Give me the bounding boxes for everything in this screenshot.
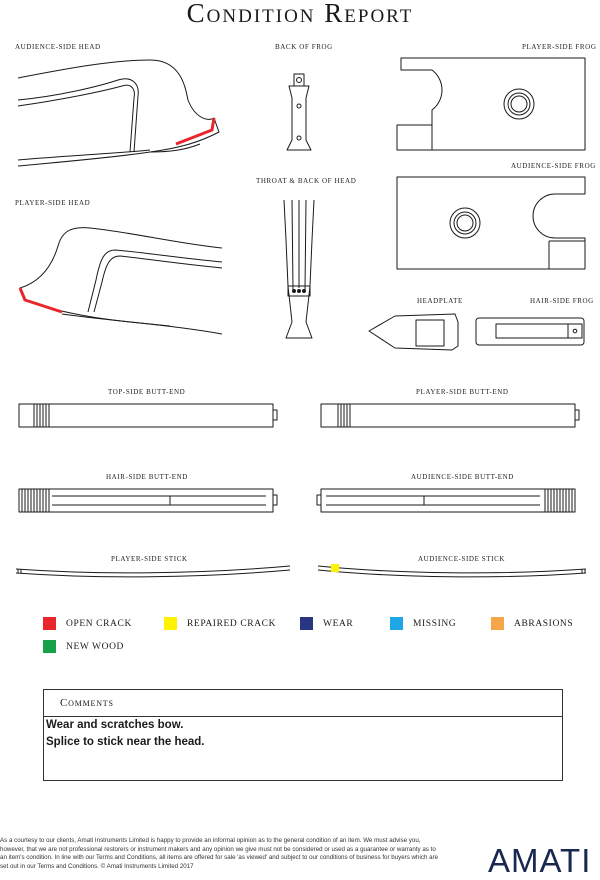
legend-swatch [491,617,504,630]
legend-swatch [43,640,56,653]
legend-label: MISSING [413,618,457,629]
legend-item-repaired-crack [164,617,276,630]
label-audience-side-head: AUDIENCE-SIDE HEAD [15,43,101,51]
disclaimer-text: As a courtesy to our clients, Amati Instruments Limited is happy to provide an informal opinion as to the general condition of an item. We must advise you, however, that we are not professional restorers or instrument makers and any opinion we give must not be considered or used as a guarantee or warranty as to an item's condition. In line with our Terms and Conditions, all items are offered for sale 'as viewed' and subject to our conditions of business for buyers which are set out in our Terms and Conditions. © Amati Instruments Limited 2017 [0,837,439,870]
back-of-frog-drawing [287,74,311,150]
legend-swatch [390,617,403,630]
hair-side-butt-end-drawing [19,489,277,512]
label-audience-side-frog: AUDIENCE-SIDE FROG [511,162,596,170]
audience-side-frog-drawing [397,177,585,269]
label-throat-back-of-head: THROAT & BACK OF HEAD [256,177,357,185]
legend-swatch [43,617,56,630]
audience-side-butt-end-drawing [317,489,575,512]
audience-side-head-drawing [18,60,219,166]
label-hair-side-butt-end: HAIR-SIDE BUTT-END [106,473,188,481]
label-player-side-butt-end: PLAYER-SIDE BUTT-END [416,388,509,396]
comment-line: Wear and scratches bow. [46,719,184,731]
amati-logo: AMATI [488,842,592,879]
audience-side-stick-drawing [318,564,586,577]
legend-label: ABRASIONS [514,618,574,629]
label-top-side-butt-end: TOP-SIDE BUTT-END [108,388,186,396]
label-audience-side-butt-end: AUDIENCE-SIDE BUTT-END [411,473,514,481]
label-back-of-frog: BACK OF FROG [275,43,333,51]
legend-item-wear [300,617,353,630]
legend-label: REPAIRED CRACK [187,618,277,629]
player-side-butt-end-drawing [321,404,579,427]
comments-heading: Comments [44,690,562,717]
page-title: Condition Report [186,0,414,28]
label-audience-side-stick: AUDIENCE-SIDE STICK [418,555,506,563]
label-player-side-stick: PLAYER-SIDE STICK [111,555,188,563]
legend-item-open-crack [43,617,132,630]
player-side-stick-drawing [16,566,290,577]
legend-swatch [164,617,177,630]
legend-item-new-wood [43,640,124,653]
legend-swatch [300,617,313,630]
hair-side-frog-drawing [476,318,584,345]
player-side-frog-drawing [397,58,585,150]
comments-box [43,689,563,781]
legend-label: WEAR [323,618,354,629]
top-side-butt-end-drawing [19,404,277,427]
legend-item-missing [390,617,456,630]
throat-back-of-head-drawing [284,200,314,338]
legend-item-abrasions [491,617,573,630]
label-player-side-head: PLAYER-SIDE HEAD [15,199,91,207]
label-player-side-frog: PLAYER-SIDE FROG [522,43,597,51]
legend-label: NEW WOOD [66,641,125,652]
headplate-drawing [369,314,458,350]
label-hair-side-frog: HAIR-SIDE FROG [530,297,594,305]
comment-line: Splice to stick near the head. [46,736,205,748]
legend-label: OPEN CRACK [66,618,132,629]
player-side-head-drawing [20,228,222,334]
label-headplate: HEADPLATE [417,297,463,305]
